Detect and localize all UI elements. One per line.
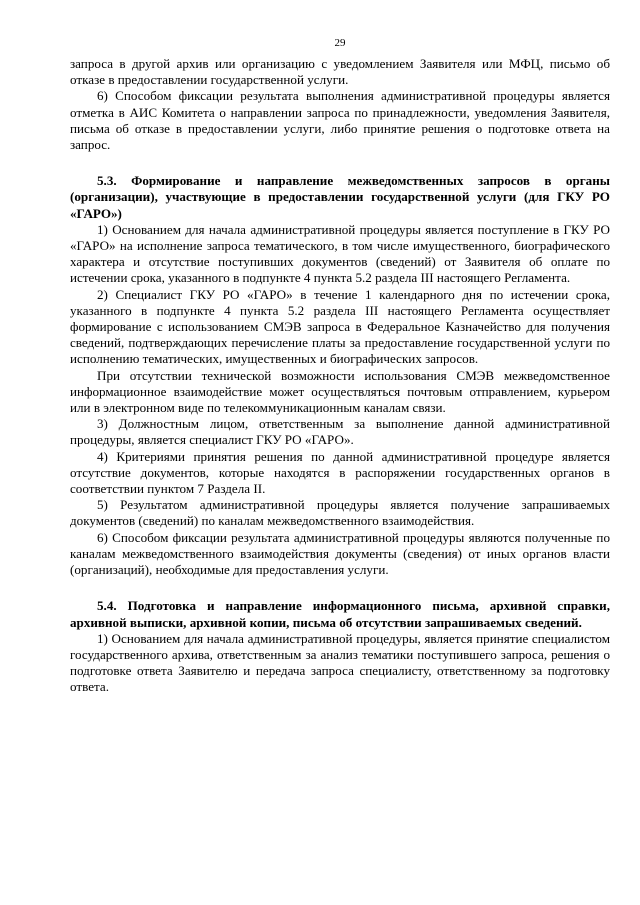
document-page bbox=[70, 0, 610, 905]
document-body bbox=[70, 56, 610, 696]
paragraph-5-3-item-1: 1) Основанием для начала административной процедуры является поступление в ГКУ РО «ГАРО» на исполнение запроса тематического, в том числе имущественного, биографического характера и отсутствие поступивших документов (сведений) от Заявителя об оплате по истечении срока, указанного в подпункте 4 пункта 5.2 раздела III настоящего Регламента. bbox=[70, 221, 610, 286]
page-number: 29 bbox=[334, 37, 346, 49]
paragraph-5-3-item-6: 6) Способом фиксации результата административной процедуры являются полученные по каналам межведомственного взаимодействия документы (сведения) от иных органов власти (организаций), необходимые для предоставления услуги. bbox=[70, 529, 610, 578]
paragraph-fixation-method: 6) Способом фиксации результата выполнения административной процедуры является отметка в АИС Комитета о направлении запроса по принадлежности, уведомления Заявителя, письма об отказе в предоставлении услуги, либо принятие решения о подготовке ответа на запрос. bbox=[70, 88, 610, 153]
section-heading-5-3: 5.3. Формирование и направление межведомственных запросов в органы (организации), участвующие в предоставлении государственной услуги (для ГКУ РО «ГАРО») bbox=[70, 173, 610, 221]
section-heading-5-4: 5.4. Подготовка и направление информационного письма, архивной справки, архивной выписки, архивной копии, письма об отсутствии запрашиваемых сведений. bbox=[70, 598, 610, 630]
paragraph-5-3-item-4: 4) Критериями принятия решения по данной административной процедуре является отсутствие документов, которые находятся в распоряжении государственных органов в соответствии пунктом 7 Раздела II. bbox=[70, 448, 610, 497]
paragraph-5-4-item-1: 1) Основанием для начала административной процедуры, является принятие специалистом государственного архива, ответственным за анализ тематики поступившего запроса, решения о подготовке ответа Заявителю и передача запроса специалисту, ответственному за подготовку ответа. bbox=[70, 630, 610, 695]
paragraph-5-3-item-5: 5) Результатом административной процедуры является получение запрашиваемых документов (сведений) по каналам межведомственного взаимодействия. bbox=[70, 497, 610, 529]
paragraph-5-3-no-smev: При отсутствии технической возможности использования СМЭВ межведомственное информационное взаимодействие может осуществляться почтовым отправлением, курьером или в электронном виде по телекоммуникационным каналам связи. bbox=[70, 367, 610, 416]
paragraph-5-3-item-2: 2) Специалист ГКУ РО «ГАРО» в течение 1 календарного дня по истечении срока, указанного в подпункте 4 пункта 5.2 раздела III настоящего Регламента осуществляет формирование с использованием СМЭВ запроса в Федеральное Казначейство для получения сведений, подтверждающих перечисление платы за предоставление государственной услуги по исполнению тематических, имущественных и биографических запросов. bbox=[70, 286, 610, 367]
paragraph-5-3-item-3: 3) Должностным лицом, ответственным за выполнение данной административной процедуры, является специалист ГКУ РО «ГАРО». bbox=[70, 416, 610, 448]
paragraph-continuation: запроса в другой архив или организацию с уведомлением Заявителя или МФЦ, письмо об отказе в предоставлении государственной услуги. bbox=[70, 56, 610, 88]
